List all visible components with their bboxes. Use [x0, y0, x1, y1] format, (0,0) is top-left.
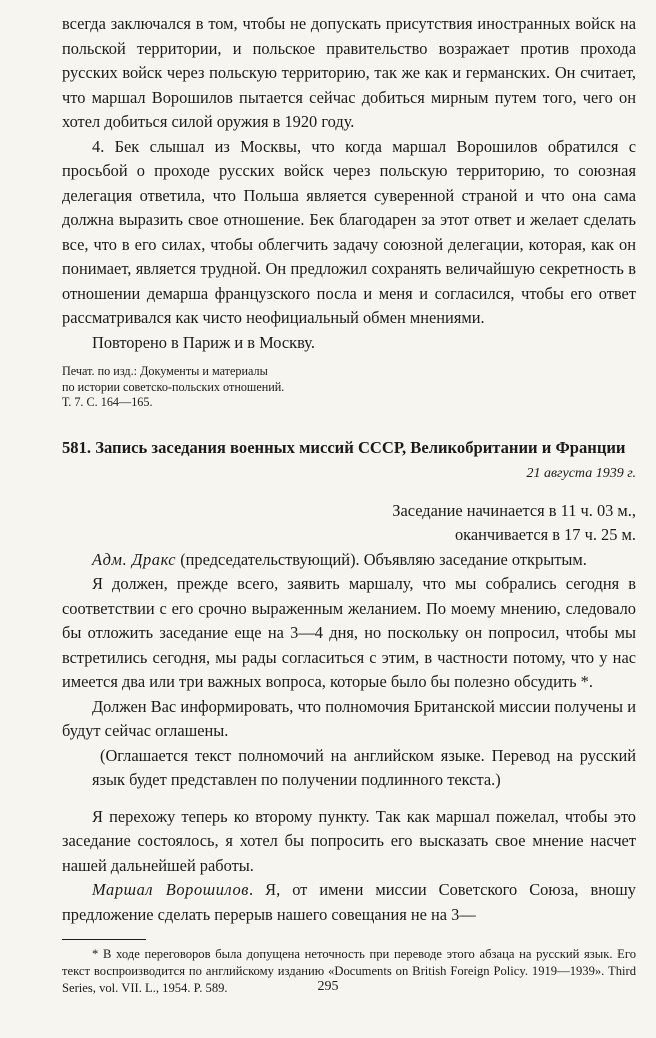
paragraph: Я перехожу теперь ко второму пункту. Так как маршал пожелал, чтобы это заседание состоялось, я хотел бы попросить его высказать свое мнение насчет нашей дальнейшей работы. [62, 806, 636, 875]
session-end: оканчивается в 17 ч. 25 м. [454, 525, 636, 544]
speaker-text: (председательствующий). Объявляю заседание открытым. [176, 549, 587, 569]
stage-direction: (Оглашается текст полномочий на английском языке. Перевод на русский язык будет представлен по получении подлинного текста.) [92, 745, 636, 789]
paragraph-repeated: Повторено в Париж и в Москву. [92, 332, 315, 352]
session-start: Заседание начинается в 11 ч. 03 м., [392, 500, 636, 520]
paragraph: Я должен, прежде всего, заявить маршалу, что мы собрались сегодня в соответствии с его срочно выраженным желанием. По моему мнению, следовало бы отложить заседание еще на 3—4 дня, но поскольку он попросил, чтобы мы встретились сегодня, мы рады согласиться с этим, в частности потому, что у нас имеется два или три важных вопроса, которые было бы полезно обсудить *. [62, 574, 636, 691]
document-date: 21 августа 1939 г. [526, 465, 636, 481]
speaker-paragraph [62, 878, 636, 927]
speaker-text: . Я, от имени миссии Советского Союза, вношу предложение сделать перерыв нашего совещания не на 3— [62, 880, 636, 924]
citation-line: Т. 7. С. 164—165. [62, 395, 153, 409]
main-text [62, 12, 636, 997]
citation-line: Печат. по изд.: Документы и материалы [62, 364, 268, 378]
paragraph-continuation: всегда заключался в том, чтобы не допускать присутствия иностранных войск на польской территории, и польское правительство возражает против прохода русских войск через польскую территорию, так же как и германских. Он считает, что маршал Ворошилов пытается сейчас добиться мирным путем того, чего он хотел добиться силой оружия в 1920 году. [62, 14, 636, 131]
footnote-divider [62, 939, 146, 940]
speaker-name: Маршал Ворошилов [92, 880, 249, 899]
page-number: 295 [317, 979, 339, 994]
citation-line: по истории советско-польских отношений. [62, 379, 285, 394]
paragraph: Должен Вас информировать, что полномочия Британской миссии получены и будут сейчас оглашены. [62, 696, 636, 740]
speaker-name: Адм. Дракс [92, 549, 177, 569]
source-citation [62, 364, 636, 411]
document-heading: 581. Запись заседания военных миссий СССР, Великобритании и Франции [62, 437, 626, 457]
session-time [62, 499, 636, 548]
footnote: * В ходе переговоров была допущена неточность при переводе этого абзаца на русский язык. Его текст воспроизводится по английскому изданию «Documents on British Foreign Policy. 1919—1939». Third Series, vol. VII. L., 1954. P. 589. [62, 947, 636, 995]
paragraph-point-4: 4. Бек слышал из Москвы, что когда маршал Ворошилов обратился с просьбой о проходе русских войск через польскую территорию, то союзная делегация ответила, что Польша является суверенной страной и что она сама должна выразить свое отношение. Бек благодарен за этот ответ и желает сделать все, что в его силах, чтобы облегчить задачу союзной делегации, которая, как он понимает, является трудной. Он предложил сохранять величайшую секретность в отношении демарша французского посла и меня и согласился, чтобы его ответ рассматривался как чисто неофициальный обмен мнениями. [62, 136, 636, 327]
speaker-paragraph [62, 548, 636, 573]
